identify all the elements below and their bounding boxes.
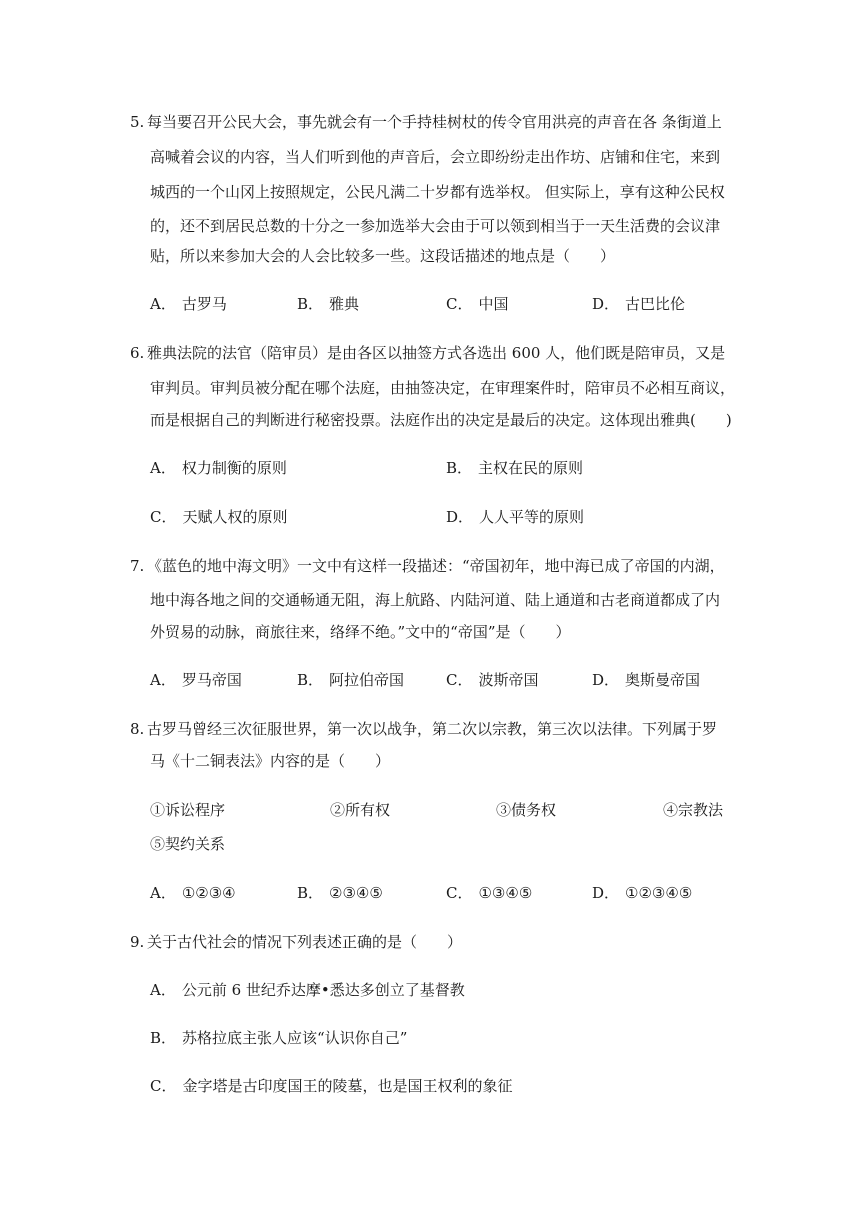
question-text-line: 审判员。审判员被分配在哪个法庭，由抽签决定，在审理案件时，陪审员不必相互商议， <box>150 379 736 397</box>
option-b[interactable]: B． ②③④⑤ <box>297 884 383 902</box>
question-text-line: 而是根据自己的判断进行秘密投票。法庭作出的决定是最后的决定。这体现出雅典( ) <box>150 411 732 429</box>
question-text-line: 雅典法院的法官（陪审员）是由各区以抽签方式各选出 600 人，他们既是陪审员，又是 <box>147 344 726 362</box>
question-text-line: 《蓝色的地中海文明》一文中有这样一段描述：“帝国初年，地中海已成了帝国的内湖， <box>147 557 725 575</box>
question-text-line: 古罗马曾经三次征服世界，第一次以战争，第二次以宗教，第三次以法律。下列属于罗 <box>147 720 718 738</box>
option-b[interactable]: B． 阿拉伯帝国 <box>297 671 405 689</box>
question-text-line: 马《十二铜表法》内容的是（ ） <box>150 752 391 770</box>
question-number: 5. <box>130 113 145 131</box>
option-c[interactable]: C． 天赋人权的原则 <box>150 508 288 526</box>
option-a[interactable]: A． ①②③④ <box>150 884 236 902</box>
question-text-line: 城西的一个山冈上按照规定，公民凡满二十岁都有选举权。 但实际上，享有这种公民权 <box>150 183 725 201</box>
option-a[interactable]: A． 古罗马 <box>150 295 227 313</box>
option-b[interactable]: B． 主权在民的原则 <box>446 459 584 477</box>
question-number: 9. <box>130 933 145 951</box>
option-c[interactable]: C． ①③④⑤ <box>446 884 533 902</box>
question-text-line: 外贸易的动脉，商旅往来，络绎不绝。”文中的“帝国”是（ ） <box>150 623 571 641</box>
option-d[interactable]: D． 人人平等的原则 <box>446 508 585 526</box>
statement-item: ①诉讼程序 <box>150 801 226 819</box>
question-text-line: 贴，所以来参加大会的人会比较多一些。这段话描述的地点是（ ） <box>150 247 616 265</box>
question-text-line: 关于古代社会的情况下列表述正确的是（ ） <box>147 933 463 951</box>
question-number: 7. <box>130 557 145 575</box>
statement-item: ②所有权 <box>330 801 391 819</box>
statement-item: ⑤契约关系 <box>150 835 226 853</box>
option-c[interactable]: C． 中国 <box>446 295 509 313</box>
question-text-line: 高喊着会议的内容，当人们听到他的声音后，会立即纷纷走出作坊、店铺和住宅，来到 <box>150 148 721 166</box>
option-d[interactable]: D． 古巴比伦 <box>592 295 686 313</box>
option-c[interactable]: C． 金字塔是古印度国王的陵墓，也是国王权利的象征 <box>150 1077 513 1095</box>
option-b[interactable]: B． 雅典 <box>297 295 360 313</box>
question-text-line: 每当要召开公民大会，事先就会有一个手持桂树杖的传令官用洪亮的声音在各 条街道上 <box>147 113 722 131</box>
option-c[interactable]: C． 波斯帝国 <box>446 671 539 689</box>
statement-item: ③债务权 <box>496 801 557 819</box>
option-d[interactable]: D． ①②③④⑤ <box>592 884 693 902</box>
option-a[interactable]: A． 公元前 6 世纪乔达摩•悉达多创立了基督教 <box>150 981 465 999</box>
question-text-line: 地中海各地之间的交通畅通无阻，海上航路、内陆河道、陆上通道和古老商道都成了内 <box>150 591 721 609</box>
option-a[interactable]: A． 权力制衡的原则 <box>150 459 287 477</box>
question-number: 6. <box>130 344 145 362</box>
question-text-line: 的，还不到居民总数的十分之一参加选举大会由于可以领到相当于一天生活费的会议津 <box>150 217 721 235</box>
option-d[interactable]: D． 奥斯曼帝国 <box>592 671 701 689</box>
option-a[interactable]: A． 罗马帝国 <box>150 671 242 689</box>
statement-item: ④宗教法 <box>663 801 724 819</box>
option-b[interactable]: B． 苏格拉底主张人应该“认识你自己” <box>150 1029 408 1047</box>
question-number: 8. <box>130 720 145 738</box>
